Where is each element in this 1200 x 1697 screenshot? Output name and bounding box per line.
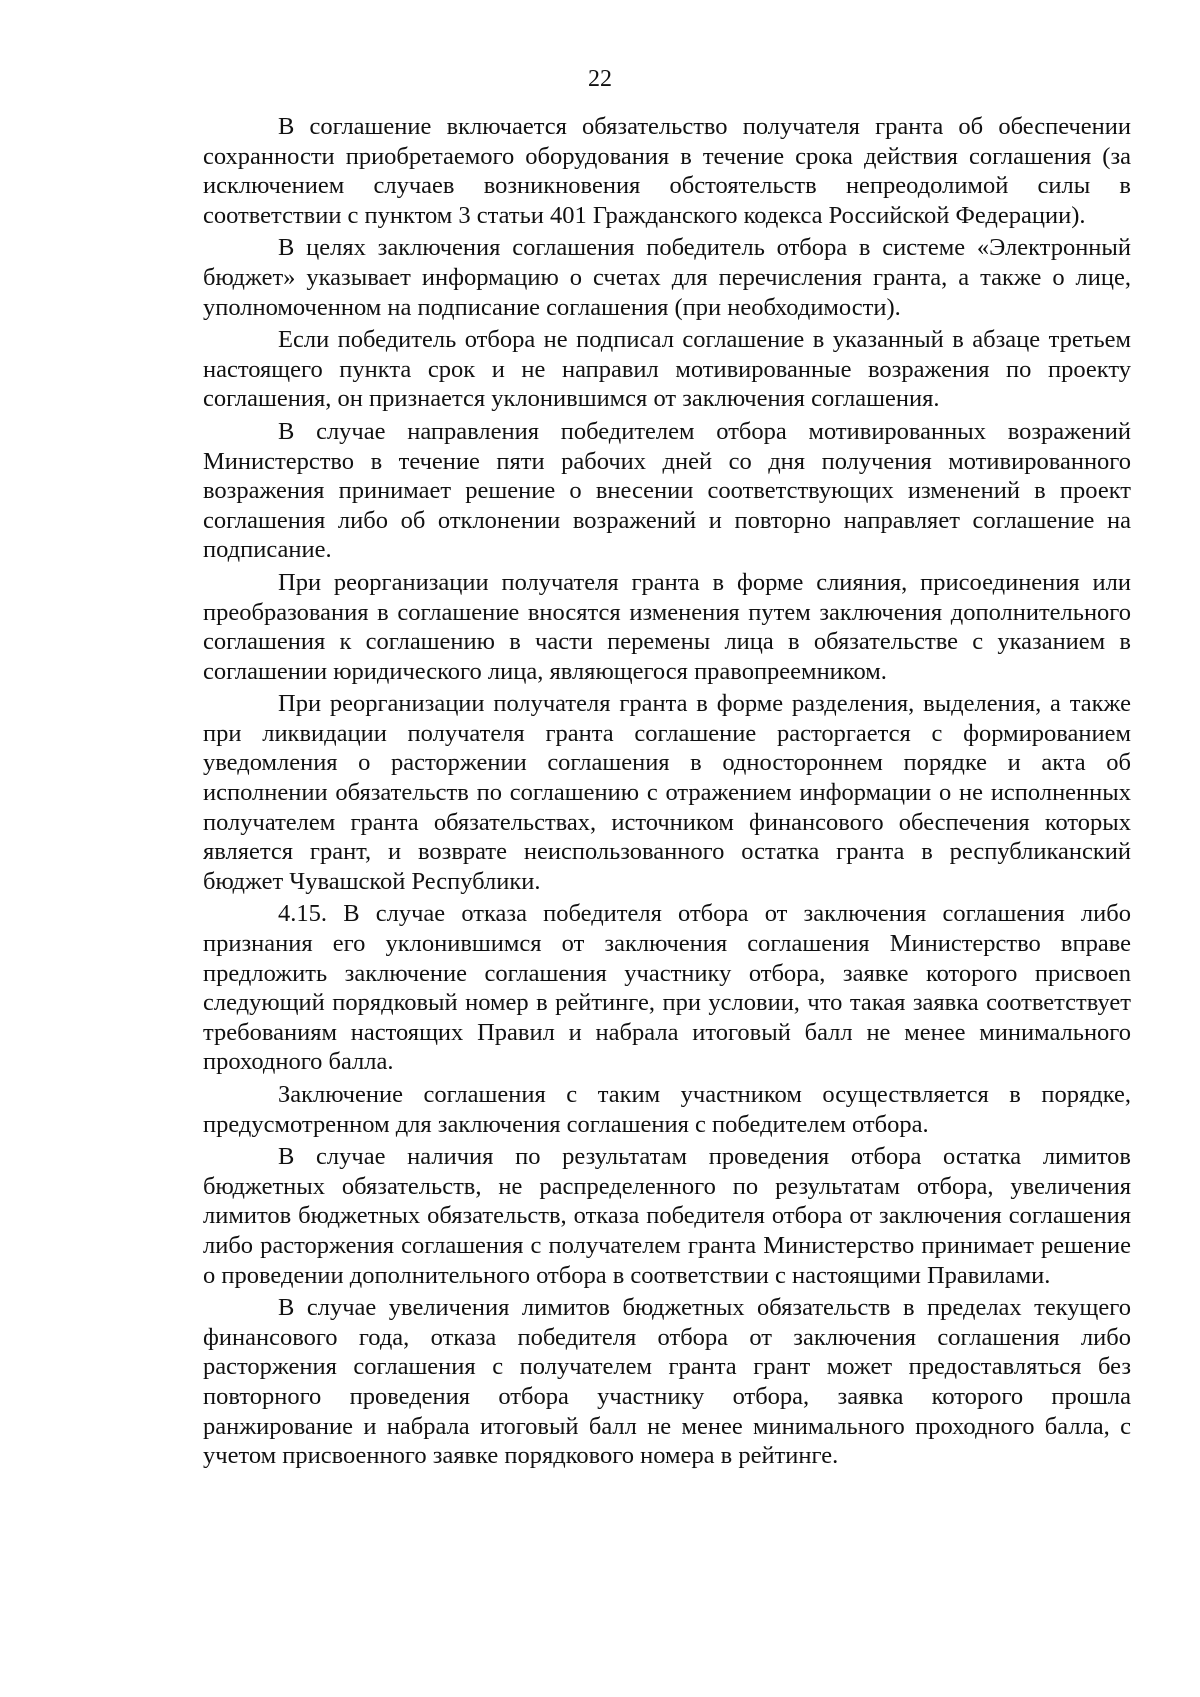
paragraph-agreement-equipment-safety: В соглашение включается обязательство получателя гранта об обеспечении сохранности приобретаемого оборудования в течение срока действия соглашения (за исключением случаев возникновения обстоятельств непреодолимой силы в соответствии с пунктом 3 статьи 401 Гражданского кодекса Российской Федерации). xyxy=(203,113,1131,229)
paragraph-reorganization-merger: При реорганизации получателя гранта в форме слияния, присоединения или преобразования в соглашение вносятся изменения путем заключения дополнительного соглашения к соглашению в части перемены лица в обязательстве с указанием в соглашении юридического лица, являющегося правопреемником. xyxy=(203,568,1131,685)
paragraph-objections: В случае направления победителем отбора мотивированных возражений Министерство в течение пяти рабочих дней со дня получения мотивированного возражения принимает решение о внесении соответствующих изменений в проект соглашения либо об отклонении возражений и повторно направляет соглашение на подписание. xyxy=(203,417,1131,564)
paragraph-electronic-budget-info: В целях заключения соглашения победитель отбора в системе «Электронный бюджет» указывает информацию о счетах для перечисления гранта, а также о лице, уполномоченном на подписание соглашения (при необходимости). xyxy=(203,234,1131,321)
paragraph-agreement-with-participant: Заключение соглашения с таким участником осуществляется в порядке, предусмотренном для заключения соглашения с победителем отбора. xyxy=(203,1081,1131,1138)
page-number: 22 xyxy=(588,66,612,92)
paragraph-additional-selection: В случае наличия по результатам проведения отбора остатка лимитов бюджетных обязательств, не распределенного по результатам отбора, увеличения лимитов бюджетных обязательств, отказа победителя отбора от заключения соглашения либо расторжения соглашения с получателем гранта Министерство принимает решение о проведении дополнительного отбора в соответствии с настоящими Правилами. xyxy=(203,1143,1131,1289)
paragraph-reorganization-division: При реорганизации получателя гранта в форме разделения, выделения, а также при ликвидации получателя гранта соглашение расторгается с формированием уведомления о расторжении соглашения в одностороннем порядке и акта об исполнении обязательств по соглашению с отражением информации о не исполненных получателем гранта обязательствах, источником финансового обеспечения которых является грант, и возврате неиспользованного остатка гранта в республиканский бюджет Чувашской Республики. xyxy=(203,690,1131,895)
paragraph-unsigned-agreement: Если победитель отбора не подписал соглашение в указанный в абзаце третьем настоящего пункта срок и не направил мотивированные возражения по проекту соглашения, он признается уклонившимся от заключения соглашения. xyxy=(203,326,1131,413)
paragraph-4-15-refusal: 4.15. В случае отказа победителя отбора от заключения соглашения либо признания его уклонившимся от заключения соглашения Министерство вправе предложить заключение соглашения участнику отбора, заявке которого присвоen следующий порядковый номер в рейтинге, при условии, что такая заявка соответствует требованиям настоящих Правил и набрала итоговый балл не менее минимального проходного балла. xyxy=(203,900,1131,1076)
document-body xyxy=(203,112,1131,1471)
paragraph-limits-increase: В случае увеличения лимитов бюджетных обязательств в пределах текущего финансового года, отказа победителя отбора от заключения соглашения либо расторжения соглашения с получателем гранта грант может предоставляться без повторного проведения отбора участнику отбора, заявка которого прошла ранжирование и набрала итоговый балл не менее минимального проходного балла, с учетом присвоенного заявке порядкового номера в рейтинге. xyxy=(203,1294,1131,1470)
